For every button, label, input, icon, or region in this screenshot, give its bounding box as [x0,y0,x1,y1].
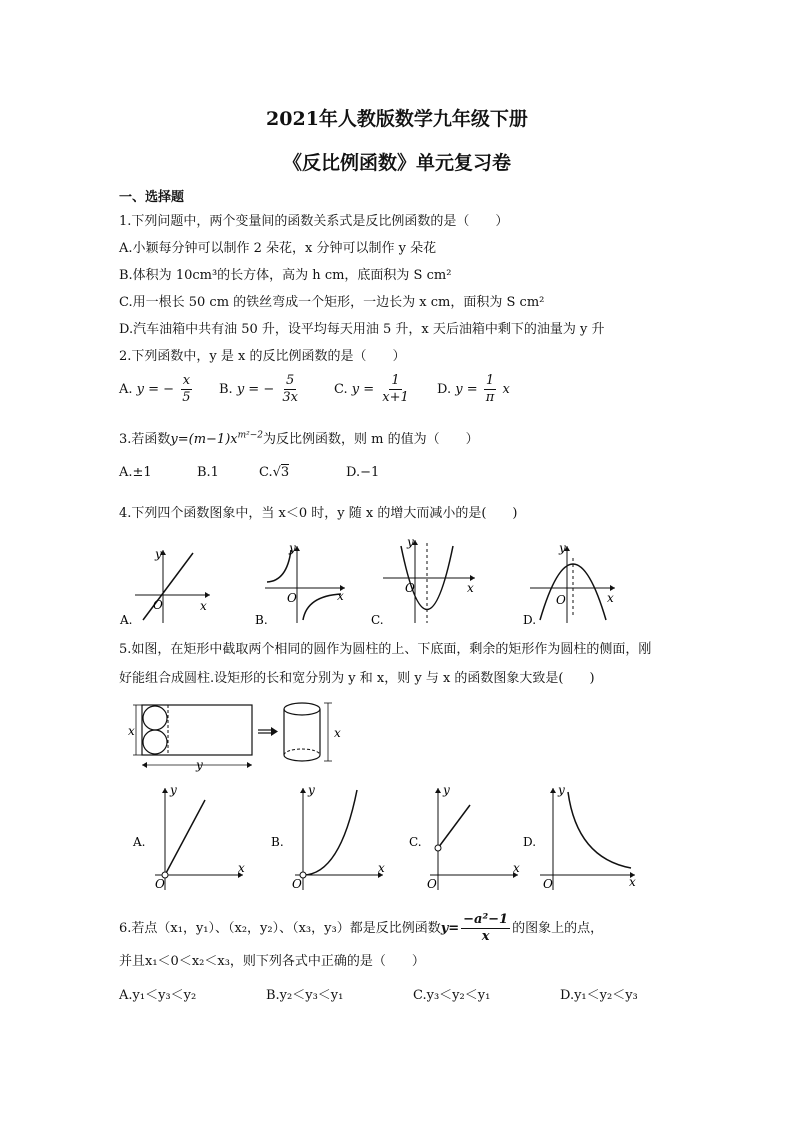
q4-graph-c [371,538,475,627]
svg-text:y: y [559,541,566,555]
svg-text:y: y [289,541,296,555]
svg-text:O: O [153,598,163,612]
svg-text:x: x [513,861,520,875]
q4-graphs [115,538,655,628]
svg-text:D.: D. [523,835,537,849]
q5-graph-a [132,783,245,891]
q2-option-d: D. y = $\frac{1}{\pi}$ x [437,373,510,405]
svg-text:y: y [155,547,162,561]
q3-stem: 3.若函数$y=(m-1)x^{m^2-2}$为反比例函数，则 m 的值为（ ） [119,430,479,447]
q5-stem-line1: 5.如图，在矩形中截取两个相同的圆作为圆柱的上、下底面，剩余的矩形作为圆柱的侧面，刚 [119,642,652,657]
q3-option-d: D.−1 [346,465,380,480]
svg-text:O: O [427,877,437,891]
svg-text:O: O [405,581,415,595]
svg-text:O: O [155,877,165,891]
svg-text:D.: D. [523,613,537,627]
svg-text:x: x [238,861,245,875]
q1-stem: 1.下列问题中，两个变量间的函数关系式是反比例函数的是（ ） [119,214,509,229]
q6-stem: 6.若点（x₁，y₁）、（x₂，y₂）、（x₃，y₃）都是反比例函数y= $\frac{\text{−a²−1}}{x}$ 的图象上的点， [119,912,604,944]
svg-text:A.: A. [133,835,146,849]
q2-option-a: A. y = − $\frac{x}{5}$ [119,373,191,405]
svg-text:y: y [308,783,315,797]
q6-option-b: B.y₂＜y₃＜y₁ [266,988,344,1003]
svg-text:O: O [287,591,297,605]
svg-text:B.: B. [271,835,284,849]
q4-graph-d [523,541,615,627]
section-heading: 一、选择题 [119,190,185,205]
svg-text:x: x [200,599,207,613]
q4-graph-b [255,541,345,627]
svg-text:x: x [378,861,385,875]
q5-figure [128,695,358,773]
svg-text:x: x [629,875,636,889]
q5-graphs [125,780,655,895]
q6-option-d: D.y₁＜y₂＜y₃ [560,988,638,1003]
svg-text:y: y [170,783,177,797]
svg-text:O: O [292,877,302,891]
svg-text:O: O [543,877,553,891]
q4-stem: 4.下列四个函数图象中，当 x＜0 时，y 随 x 的增大而减小的是( ) [119,506,518,521]
sqrt-symbol: √ [272,465,281,480]
svg-text:y: y [443,783,450,797]
svg-text:x: x [607,591,614,605]
page-subtitle: 《反比例函数》单元复习卷 [282,152,511,174]
q1-option-d: D.汽车油箱中共有油 50 升，设平均每天用油 5 升，x 天后油箱中剩下的油量为 y 升 [119,322,605,337]
q5-stem-line2: 好能组合成圆柱.设矩形的长和宽分别为 y 和 x，则 y 与 x 的函数图象大致是( ) [119,671,595,686]
q6-option-a: A.y₁＜y₃＜y₂ [119,988,197,1003]
svg-text:C.: C. [409,835,422,849]
q3-option-c: C.√3 [259,465,290,480]
svg-text:y: y [407,538,414,549]
svg-text:y: y [558,783,565,797]
q5-graph-c [409,783,520,891]
svg-text:y: y [196,758,203,772]
svg-text:x: x [128,724,135,738]
q1-option-a: A.小颖每分钟可以制作 2 朵花，x 分钟可以制作 y 朵花 [119,241,437,256]
svg-text:x: x [334,726,341,740]
svg-text:x: x [337,589,344,603]
q5-graph-d [523,783,636,891]
q6-stem-line2: 并且x₁＜0＜x₂＜x₃，则下列各式中正确的是（ ） [119,954,425,969]
svg-text:C.: C. [371,613,384,627]
q4-graph-a [119,547,210,627]
q3-option-a: A.±1 [119,465,152,480]
q2-option-b: B. y = − $\frac{5}{3x}$ [219,373,298,405]
page-title: 2021年人教版数学九年级下册 [266,108,528,130]
q1-option-c: C.用一根长 50 cm 的铁丝弯成一个矩形，一边长为 x cm，面积为 S cm² [119,295,545,310]
svg-text:A.: A. [120,613,133,627]
q6-option-c: C.y₃＜y₂＜y₁ [413,988,491,1003]
q2-option-c: C. y = $\frac{1}{x+1}$ [334,373,409,405]
q3-option-b: B.1 [197,465,219,480]
svg-text:x: x [467,581,474,595]
q2-stem: 2.下列函数中，y 是 x 的反比例函数的是（ ） [119,349,406,364]
svg-text:B.: B. [255,613,268,627]
q1-option-b: B.体积为 10cm³的长方体，高为 h cm，底面积为 S cm² [119,268,452,283]
q5-graph-b [271,783,385,891]
svg-text:O: O [556,593,566,607]
